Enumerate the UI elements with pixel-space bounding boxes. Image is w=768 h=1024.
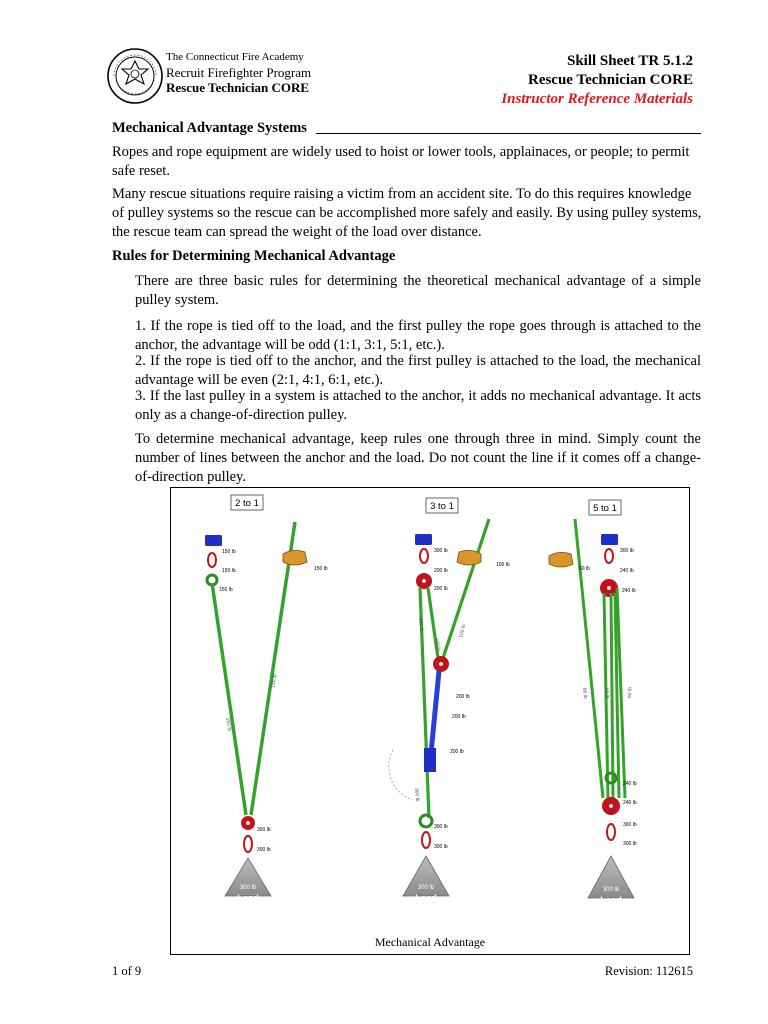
load-weight-value: 300 lb [239, 885, 257, 891]
revision-number: Revision: 112615 [604, 964, 693, 978]
pull-force-label: 150 lb [314, 566, 328, 572]
rope-segment [611, 593, 613, 798]
mechanical-advantage-figure [170, 487, 690, 955]
header-left [166, 50, 311, 95]
skill-sheet-course: Rescue Technician CORE [527, 72, 693, 88]
skill-sheet-number: Skill Sheet TR 5.1.2 [567, 53, 693, 69]
force-label: 240 lb [620, 568, 634, 574]
glove-hand-icon [283, 550, 307, 565]
force-label: 240 lb [623, 781, 637, 787]
pulley-axle [422, 579, 426, 583]
carabiner [244, 836, 252, 852]
pulley-axle [439, 662, 443, 666]
panel-5to1 [549, 500, 637, 905]
glove-hand-icon [549, 552, 573, 567]
pull-force-label: 100 lb [496, 562, 510, 568]
rope-segment [212, 583, 246, 815]
section-title: Mechanical Advantage Systems [112, 120, 307, 136]
course-name: Rescue Technician CORE [166, 80, 310, 95]
force-label: 300 lb [257, 827, 271, 833]
load-label: Load [237, 893, 259, 903]
glove-hand-icon [457, 550, 481, 565]
force-label: 150 lb [222, 568, 236, 574]
rules-intro: There are three basic rules for determining the theoretical mechanical advantage of a simple pulley system. [135, 273, 701, 308]
ratio-label: 2 to 1 [235, 498, 259, 509]
force-label: 240 lb [623, 800, 637, 806]
pulley-axle [609, 804, 613, 808]
force-label: 300 lb [257, 847, 271, 853]
force-label: 300 lb [623, 822, 637, 828]
intro-paragraph-1: Ropes and rope equipment are widely used to hoist or lower tools, applainaces, or people; to permit safe reset. [112, 144, 690, 179]
program-name: Recruit Firefighter Program [166, 65, 312, 80]
anchor-block [601, 534, 618, 545]
force-label: 300 lb [434, 844, 448, 850]
carabiner [420, 549, 428, 563]
academy-name: The Connecticut Fire Academy [166, 51, 304, 63]
rules-heading: Rules for Determining Mechanical Advantage [112, 248, 396, 264]
ratio-label: 3 to 1 [430, 501, 454, 512]
rope-segment [251, 522, 295, 815]
force-label: 300 lb [620, 548, 634, 554]
knot [420, 815, 432, 827]
rope-segment [575, 519, 603, 798]
force-label: 240 lb [622, 588, 636, 594]
panel-3to1 [389, 498, 510, 903]
prusik-cord [431, 671, 439, 753]
anchor-block [415, 534, 432, 545]
pulley-axle [607, 586, 611, 590]
header-right [501, 52, 693, 109]
force-label: 150 lb [270, 673, 279, 689]
force-label: 300 lb [623, 841, 637, 847]
force-label: 100 lb [417, 617, 425, 632]
ratio-label: 5 to 1 [593, 503, 617, 514]
force-label: 150 lb [222, 549, 236, 555]
load-weight-value: 300 lb [417, 885, 435, 891]
load-label: Load [415, 893, 437, 903]
rule-1: 1. If the rope is tied off to the load, and the first pulley the rope goes through is attached to the anchor, the advantage will be odd (1:1, 3:1, 5:1, etc.). [135, 318, 701, 353]
force-label: 60 lb [581, 687, 588, 699]
force-label: 200 lb [452, 714, 466, 720]
force-label: 100 lb [458, 623, 468, 639]
pull-force-label: 60 lb [579, 566, 590, 572]
rope-grab [424, 748, 436, 772]
carabiner [422, 832, 430, 848]
carabiner [208, 553, 216, 567]
panel-2to1 [205, 495, 328, 903]
rule-3: 3. If the last pulley in a system is attached to the anchor, it adds no mechanical advantage. It acts only as a change-of-direction pulley. [135, 388, 701, 423]
rope-segment [443, 519, 489, 658]
audience-label: Instructor Reference Materials [501, 91, 693, 107]
carabiner [607, 824, 615, 840]
force-label: 150 lb [224, 717, 233, 732]
force-label: 200 lb [450, 749, 464, 755]
force-label: 300 lb [413, 787, 421, 802]
load-weight-value: 300 lb [602, 887, 620, 893]
page-number: 1 of 9 [112, 964, 142, 978]
rule-2: 2. If the rope is tied off to the anchor, and the first pulley is attached to the load, the mechanical advantage will be even (2:1, 4:1, 6:1, etc.). [135, 353, 701, 388]
force-label: 300 lb [434, 548, 448, 554]
force-label: 60 lb [603, 687, 610, 699]
academy-seal-logo [106, 47, 164, 105]
force-label: 100 lb [433, 637, 442, 652]
load-label: Load [600, 895, 622, 905]
force-label: 60 lb [627, 687, 634, 699]
angle-arc [389, 750, 413, 800]
carabiner [605, 549, 613, 563]
pulley-axle [246, 821, 250, 825]
pulley-diagrams [171, 488, 689, 954]
intro-paragraph-2: Many rescue situations require raising a victim from an accident site. To do this requires knowledge of pulley systems so the rescue can be accomplished more safely and easily. By using pulley systems, the rescue team can spread the weight of the load over distance. [112, 186, 702, 240]
closing-paragraph: To determine mechanical advantage, keep rules one through three in mind. Simply count the number of lines between the anchor and the load. Do not count the line if it comes off a change-of-direction pulley. [135, 431, 701, 485]
force-label: 300 lb [434, 824, 448, 830]
force-label: 200 lb [456, 694, 470, 700]
force-label: 150 lb [219, 587, 233, 593]
title-underline [316, 133, 701, 134]
anchor-block [205, 535, 222, 546]
figure-caption: Mechanical Advantage [374, 935, 486, 949]
force-label: 200 lb [434, 568, 448, 574]
force-label: 200 lb [434, 586, 448, 592]
knot [606, 773, 616, 783]
